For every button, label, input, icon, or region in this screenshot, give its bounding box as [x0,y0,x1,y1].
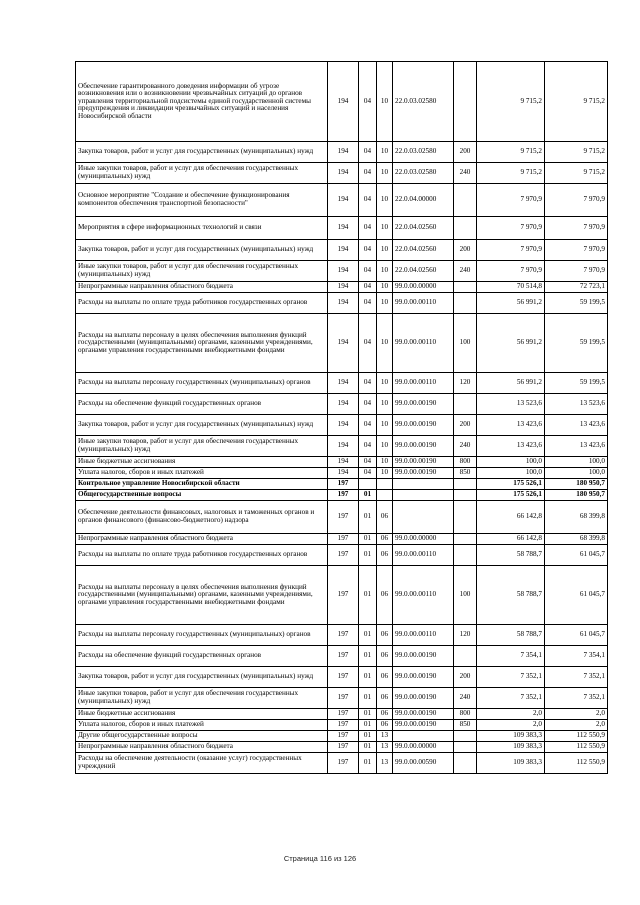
row-expense-type [454,479,477,490]
row-subsection: 10 [377,457,393,468]
row-amount-year-1: 175 526,1 [477,490,545,501]
row-subsection: 10 [377,314,393,373]
row-name: Закупка товаров, работ и услуг для государственных (муниципальных) нужд [76,667,328,688]
row-amount-year-2: 59 199,5 [545,293,608,314]
row-target-article: 99.0.00.00190 [393,394,454,415]
row-section: 04 [359,457,377,468]
row-section: 04 [359,184,377,217]
row-section: 01 [359,753,377,774]
row-ministry-code: 197 [328,709,359,720]
row-subsection: 10 [377,282,393,293]
row-name: Иные закупки товаров, работ и услуг для обеспечения государственных (муниципальных) нужд [76,163,328,184]
table-row [76,709,608,720]
row-subsection: 13 [377,731,393,742]
row-expense-type: 120 [454,625,477,646]
row-target-article: 99.0.00.00190 [393,468,454,479]
table-row [76,534,608,545]
row-amount-year-2: 13 523,6 [545,394,608,415]
row-ministry-code: 194 [328,282,359,293]
row-section: 04 [359,436,377,457]
row-section: 04 [359,282,377,293]
row-expense-type: 850 [454,720,477,731]
row-name: Расходы на выплаты по оплате труда работников государственных органов [76,545,328,566]
table-row [76,163,608,184]
row-subsection: 06 [377,667,393,688]
row-section: 04 [359,468,377,479]
row-ministry-code: 197 [328,545,359,566]
table-row [76,742,608,753]
table-row [76,436,608,457]
row-expense-type [454,501,477,534]
table-row [76,373,608,394]
row-ministry-code: 194 [328,457,359,468]
row-subsection: 13 [377,742,393,753]
row-name: Мероприятия в сфере информационных технологий и связи [76,217,328,240]
row-expense-type [454,184,477,217]
row-subsection: 06 [377,534,393,545]
row-target-article: 22.0.04.02560 [393,240,454,261]
row-expense-type: 240 [454,436,477,457]
row-subsection: 10 [377,184,393,217]
row-expense-type [454,394,477,415]
row-amount-year-1: 56 991,2 [477,373,545,394]
table-row [76,282,608,293]
row-subsection: 06 [377,501,393,534]
row-section: 01 [359,646,377,667]
row-target-article: 22.0.04.02560 [393,261,454,282]
row-section: 01 [359,566,377,625]
row-target-article: 99.0.00.00190 [393,720,454,731]
row-section: 04 [359,293,377,314]
row-amount-year-1: 56 991,2 [477,293,545,314]
row-amount-year-1: 58 788,7 [477,566,545,625]
row-amount-year-1: 100,0 [477,468,545,479]
row-expense-type: 100 [454,566,477,625]
budget-sheet [75,61,607,774]
row-name: Расходы на выплаты персоналу государственных (муниципальных) органов [76,373,328,394]
table-row [76,261,608,282]
row-amount-year-2: 61 045,7 [545,545,608,566]
row-name: Основное мероприятие "Создание и обеспечение функционирования компонентов обеспечения транспортной безопасности" [76,184,328,217]
row-subsection: 06 [377,545,393,566]
row-target-article: 22.0.03.02580 [393,62,454,142]
row-section: 01 [359,688,377,709]
row-amount-year-2: 13 423,6 [545,415,608,436]
row-expense-type [454,62,477,142]
row-target-article: 99.0.00.00590 [393,753,454,774]
row-section: 04 [359,62,377,142]
row-amount-year-1: 7 970,9 [477,184,545,217]
table-row [76,545,608,566]
row-ministry-code: 197 [328,731,359,742]
row-subsection: 10 [377,293,393,314]
row-ministry-code: 197 [328,742,359,753]
table-row [76,394,608,415]
row-ministry-code: 194 [328,415,359,436]
row-ministry-code: 197 [328,646,359,667]
row-target-article: 22.0.04.02560 [393,217,454,240]
row-subsection: 06 [377,646,393,667]
row-name: Непрограммные направления областного бюджета [76,282,328,293]
row-target-article [393,501,454,534]
row-name: Обеспечение гарантированного доведения информации об угрозе возникновения или о возникновении чрезвычайных ситуаций до органов управления территориальной подсистемы единой государственной системы предупреждения и ликвидации чрезвычайных ситуаций и населения Новосибирской области [76,62,328,142]
row-amount-year-1: 2,0 [477,709,545,720]
row-expense-type [454,545,477,566]
row-target-article: 99.0.00.00110 [393,566,454,625]
row-name: Уплата налогов, сборов и иных платежей [76,468,328,479]
row-expense-type [454,742,477,753]
row-expense-type [454,293,477,314]
row-ministry-code: 197 [328,753,359,774]
row-name: Общегосударственные вопросы [76,490,328,501]
row-ministry-code: 197 [328,479,359,490]
budget-table [75,61,608,774]
table-row [76,184,608,217]
row-expense-type: 850 [454,468,477,479]
row-section: 04 [359,373,377,394]
row-subsection: 10 [377,415,393,436]
table-row [76,731,608,742]
row-amount-year-2: 112 550,9 [545,753,608,774]
table-row [76,720,608,731]
row-ministry-code: 197 [328,501,359,534]
row-target-article: 22.0.03.02580 [393,163,454,184]
row-subsection: 10 [377,261,393,282]
row-section: 04 [359,142,377,163]
row-name: Непрограммные направления областного бюджета [76,742,328,753]
table-row [76,667,608,688]
row-amount-year-2: 7 970,9 [545,261,608,282]
row-ministry-code: 197 [328,534,359,545]
row-subsection: 06 [377,688,393,709]
row-ministry-code: 194 [328,142,359,163]
row-subsection: 10 [377,394,393,415]
row-expense-type [454,282,477,293]
row-target-article: 99.0.00.00110 [393,625,454,646]
row-ministry-code: 197 [328,720,359,731]
row-target-article: 99.0.00.00190 [393,688,454,709]
row-name: Уплата налогов, сборов и иных платежей [76,720,328,731]
row-amount-year-1: 175 526,1 [477,479,545,490]
row-name: Расходы на обеспечение деятельности (оказание услуг) государственных учреждений [76,753,328,774]
row-ministry-code: 194 [328,62,359,142]
row-amount-year-2: 9 715,2 [545,142,608,163]
row-name: Иные закупки товаров, работ и услуг для обеспечения государственных (муниципальных) нужд [76,436,328,457]
row-target-article: 99.0.00.00190 [393,667,454,688]
table-row [76,415,608,436]
row-expense-type: 120 [454,373,477,394]
row-name: Иные закупки товаров, работ и услуг для обеспечения государственных (муниципальных) нужд [76,261,328,282]
row-amount-year-2: 100,0 [545,457,608,468]
row-name: Расходы на обеспечение функций государственных органов [76,394,328,415]
row-expense-type [454,646,477,667]
row-expense-type: 240 [454,261,477,282]
row-amount-year-1: 7 352,1 [477,688,545,709]
row-subsection: 06 [377,709,393,720]
row-section: 04 [359,415,377,436]
row-ministry-code: 197 [328,688,359,709]
row-expense-type: 200 [454,240,477,261]
table-row [76,457,608,468]
row-amount-year-2: 100,0 [545,468,608,479]
row-ministry-code: 194 [328,436,359,457]
row-target-article [393,479,454,490]
row-name: Контрольное управление Новосибирской области [76,479,328,490]
table-row [76,314,608,373]
row-amount-year-1: 109 383,3 [477,731,545,742]
row-amount-year-1: 58 788,7 [477,625,545,646]
row-amount-year-2: 61 045,7 [545,566,608,625]
row-section: 04 [359,217,377,240]
table-row [76,468,608,479]
row-target-article: 99.0.00.00110 [393,293,454,314]
row-amount-year-1: 13 423,6 [477,436,545,457]
row-section: 01 [359,534,377,545]
row-expense-type: 100 [454,314,477,373]
row-section: 01 [359,731,377,742]
row-ministry-code: 194 [328,240,359,261]
row-subsection: 06 [377,625,393,646]
row-ministry-code: 194 [328,163,359,184]
row-section: 04 [359,240,377,261]
row-amount-year-1: 9 715,2 [477,163,545,184]
table-row [76,501,608,534]
row-amount-year-2: 7 352,1 [545,667,608,688]
row-name: Расходы на выплаты персоналу в целях обеспечения выполнения функций государственными (муниципальными) органами, казенными учреждениями, органами управления государственными внебюджетными фондами [76,314,328,373]
row-amount-year-1: 100,0 [477,457,545,468]
row-section: 01 [359,490,377,501]
row-amount-year-2: 61 045,7 [545,625,608,646]
row-expense-type [454,490,477,501]
row-section: 01 [359,625,377,646]
row-amount-year-1: 9 715,2 [477,62,545,142]
row-subsection: 10 [377,240,393,261]
row-name: Закупка товаров, работ и услуг для государственных (муниципальных) нужд [76,415,328,436]
table-row [76,688,608,709]
row-expense-type: 800 [454,709,477,720]
table-row [76,217,608,240]
row-expense-type: 200 [454,667,477,688]
row-section: 04 [359,314,377,373]
row-amount-year-2: 9 715,2 [545,62,608,142]
row-target-article: 99.0.00.00190 [393,436,454,457]
row-name: Расходы на выплаты по оплате труда работников государственных органов [76,293,328,314]
row-subsection: 10 [377,468,393,479]
table-row [76,142,608,163]
row-amount-year-1: 9 715,2 [477,142,545,163]
row-amount-year-1: 13 423,6 [477,415,545,436]
row-expense-type [454,753,477,774]
table-row [76,566,608,625]
row-amount-year-1: 109 383,3 [477,742,545,753]
table-row [76,490,608,501]
table-row [76,753,608,774]
row-amount-year-1: 56 991,2 [477,314,545,373]
row-target-article: 22.0.04.00000 [393,184,454,217]
row-target-article: 99.0.00.00190 [393,646,454,667]
row-target-article: 99.0.00.00000 [393,742,454,753]
table-row [76,240,608,261]
row-target-article: 99.0.00.00190 [393,457,454,468]
row-ministry-code: 194 [328,184,359,217]
row-name: Иные бюджетные ассигнования [76,709,328,720]
row-expense-type: 200 [454,142,477,163]
row-name: Обеспечение деятельности финансовых, налоговых и таможенных органов и органов финансового (финансово-бюджетного) надзора [76,501,328,534]
row-section: 04 [359,394,377,415]
row-amount-year-1: 109 383,3 [477,753,545,774]
row-section: 01 [359,742,377,753]
row-name: Расходы на обеспечение функций государственных органов [76,646,328,667]
row-name: Другие общегосударственные вопросы [76,731,328,742]
row-expense-type: 200 [454,415,477,436]
row-section: 04 [359,163,377,184]
row-ministry-code: 197 [328,490,359,501]
row-amount-year-2: 7 970,9 [545,217,608,240]
row-target-article: 99.0.00.00000 [393,534,454,545]
row-section: 04 [359,261,377,282]
row-name: Непрограммные направления областного бюджета [76,534,328,545]
row-expense-type [454,534,477,545]
table-row [76,62,608,142]
row-target-article: 22.0.03.02580 [393,142,454,163]
row-amount-year-1: 58 788,7 [477,545,545,566]
row-name: Закупка товаров, работ и услуг для государственных (муниципальных) нужд [76,240,328,261]
row-section: 01 [359,709,377,720]
row-target-article: 99.0.00.00110 [393,314,454,373]
row-expense-type: 800 [454,457,477,468]
row-section: 01 [359,545,377,566]
row-amount-year-2: 180 950,7 [545,490,608,501]
row-amount-year-1: 7 970,9 [477,240,545,261]
row-name: Расходы на выплаты персоналу в целях обеспечения выполнения функций государственными (муниципальными) органами, казенными учреждениями, органами управления государственными внебюджетными фондами [76,566,328,625]
row-target-article [393,731,454,742]
row-subsection: 13 [377,753,393,774]
table-row [76,293,608,314]
row-expense-type: 240 [454,688,477,709]
page-footer [0,854,640,863]
row-amount-year-1: 7 352,1 [477,667,545,688]
row-subsection: 06 [377,720,393,731]
row-amount-year-2: 7 970,9 [545,184,608,217]
row-amount-year-2: 7 352,1 [545,688,608,709]
row-amount-year-1: 7 970,9 [477,217,545,240]
row-section: 01 [359,667,377,688]
row-subsection: 10 [377,62,393,142]
row-ministry-code: 194 [328,293,359,314]
row-amount-year-1: 7 354,1 [477,646,545,667]
row-target-article: 99.0.00.00190 [393,709,454,720]
row-amount-year-1: 7 970,9 [477,261,545,282]
row-target-article: 99.0.00.00110 [393,373,454,394]
table-body [76,62,608,774]
row-amount-year-2: 112 550,9 [545,731,608,742]
row-amount-year-1: 2,0 [477,720,545,731]
row-ministry-code: 197 [328,566,359,625]
row-subsection [377,479,393,490]
row-expense-type [454,217,477,240]
row-target-article: 99.0.00.00110 [393,545,454,566]
row-section [359,479,377,490]
row-amount-year-1: 66 142,8 [477,534,545,545]
row-ministry-code: 194 [328,217,359,240]
row-amount-year-1: 70 514,8 [477,282,545,293]
page-number-label: Страница 116 из 126 [283,854,357,863]
row-subsection: 10 [377,217,393,240]
row-subsection: 10 [377,142,393,163]
row-subsection: 10 [377,436,393,457]
row-subsection [377,490,393,501]
row-amount-year-2: 13 423,6 [545,436,608,457]
row-subsection: 06 [377,566,393,625]
row-amount-year-2: 2,0 [545,709,608,720]
row-amount-year-2: 68 399,8 [545,501,608,534]
row-name: Иные бюджетные ассигнования [76,457,328,468]
row-ministry-code: 194 [328,314,359,373]
row-expense-type [454,731,477,742]
row-amount-year-2: 68 399,8 [545,534,608,545]
row-amount-year-2: 59 199,5 [545,373,608,394]
row-section: 01 [359,501,377,534]
row-subsection: 10 [377,163,393,184]
row-section: 01 [359,720,377,731]
row-subsection: 10 [377,373,393,394]
row-amount-year-1: 66 142,8 [477,501,545,534]
table-row [76,479,608,490]
row-target-article: 99.0.00.00000 [393,282,454,293]
row-amount-year-2: 59 199,5 [545,314,608,373]
row-ministry-code: 194 [328,468,359,479]
row-name: Расходы на выплаты персоналу государственных (муниципальных) органов [76,625,328,646]
row-ministry-code: 197 [328,667,359,688]
row-ministry-code: 194 [328,373,359,394]
table-row [76,646,608,667]
row-ministry-code: 194 [328,261,359,282]
row-amount-year-2: 7 354,1 [545,646,608,667]
row-name: Иные закупки товаров, работ и услуг для обеспечения государственных (муниципальных) нужд [76,688,328,709]
row-name: Закупка товаров, работ и услуг для государственных (муниципальных) нужд [76,142,328,163]
row-ministry-code: 194 [328,394,359,415]
row-amount-year-2: 2,0 [545,720,608,731]
row-amount-year-2: 112 550,9 [545,742,608,753]
row-amount-year-2: 180 950,7 [545,479,608,490]
row-amount-year-1: 13 523,6 [477,394,545,415]
row-target-article [393,490,454,501]
row-expense-type: 240 [454,163,477,184]
row-amount-year-2: 72 723,1 [545,282,608,293]
row-amount-year-2: 9 715,2 [545,163,608,184]
row-target-article: 99.0.00.00190 [393,415,454,436]
row-ministry-code: 197 [328,625,359,646]
row-amount-year-2: 7 970,9 [545,240,608,261]
table-row [76,625,608,646]
